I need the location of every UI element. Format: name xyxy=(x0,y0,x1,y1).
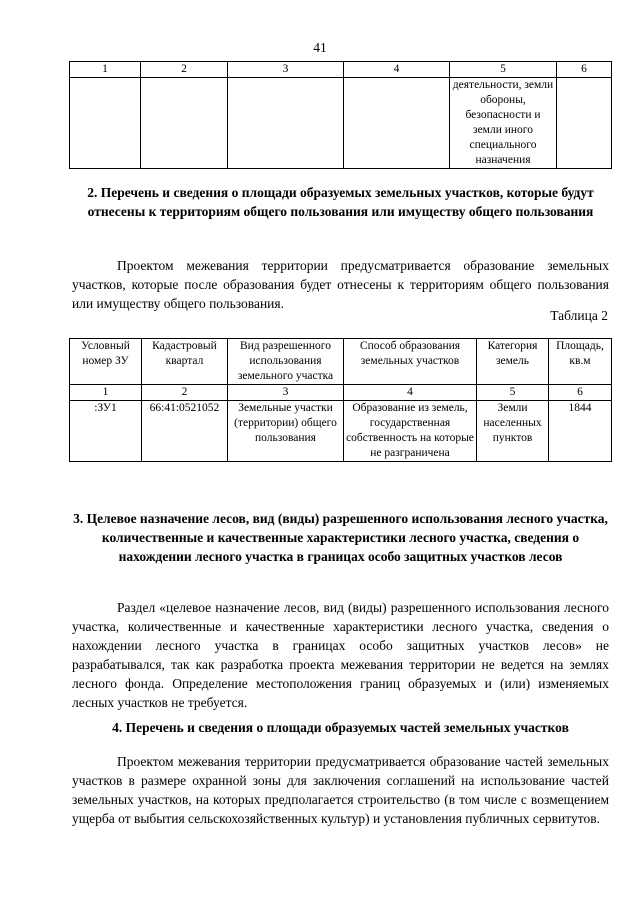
table-header-cell: Категория земель xyxy=(477,339,549,385)
section-4-paragraph xyxy=(72,752,609,828)
table-cell: 3 xyxy=(228,385,344,401)
section-3-heading: 3. Целевое назначение лесов, вид (виды) разрешенного использования лесного участка, количественные и качественные характеристики лесного участка, сведения о нахождении лесного участка в границах особо защитных участков лесов xyxy=(73,511,608,564)
table-header-cell: Способ образования земельных участков xyxy=(344,339,477,385)
table-cell xyxy=(141,78,228,169)
section-3-paragraph xyxy=(72,598,609,712)
table-cell: :ЗУ1 xyxy=(70,401,142,462)
table-cell: Земельные участки (территории) общего пользования xyxy=(228,401,344,462)
table-row xyxy=(70,401,612,462)
table-header-row xyxy=(70,339,612,385)
table-header-row xyxy=(70,62,612,78)
table-number-row xyxy=(70,385,612,401)
table-cell: 2 xyxy=(142,385,228,401)
table-cell: 4 xyxy=(344,385,477,401)
section-2-heading: 2. Перечень и сведения о площади образуемых земельных участков, которые будут отнесены к территориям общего пользования или имуществу общего пользования xyxy=(87,185,594,219)
section-4-text: Проектом межевания территории предусматривается образование частей земельных участков в размере охранной зоны для заключения соглашений на использование частей земельных участков, на которых предполагается строительство (в том числе с возмещением ущерба от выбытия сельскохозяйственных культур) и установления публичных сервитутов. xyxy=(72,754,609,826)
table-cell: Земли населенных пунктов xyxy=(477,401,549,462)
table-header-cell: Кадастровый квартал xyxy=(142,339,228,385)
section-4-heading: 4. Перечень и сведения о площади образуемых частей земельных участков xyxy=(112,720,569,735)
table-header-cell: Условный номер ЗУ xyxy=(70,339,142,385)
table-cell: 1 xyxy=(70,62,141,78)
section-3-text: Раздел «целевое назначение лесов, вид (виды) разрешенного использования лесного участка, количественные и качественные характеристики лесного участка, сведения о нахождении лесного участка в границах особо защитных участков лесов» не разрабатывался, так как разработка проекта межевания территории не ведется на землях лесного фонда. Определение местоположения границ образуемых и (или) изменяемых лесных участков не требуется. xyxy=(72,600,609,710)
table-cell: Образование из земель, государственная собственность на которые не разграничена xyxy=(344,401,477,462)
table-caption: Таблица 2 xyxy=(550,308,608,323)
section-2-paragraph xyxy=(72,256,609,313)
land-plots-table xyxy=(69,338,612,462)
page-number: 41 xyxy=(313,40,327,55)
table-cell: 5 xyxy=(450,62,557,78)
table-cell: 4 xyxy=(344,62,450,78)
table-cell: 1 xyxy=(70,385,142,401)
table-cell: 3 xyxy=(228,62,344,78)
table-cell: 5 xyxy=(477,385,549,401)
table-cell: 1844 xyxy=(549,401,612,462)
table-cell: 6 xyxy=(557,62,612,78)
table-cell xyxy=(344,78,450,169)
table-cell: деятельности, земли обороны, безопасности и земли иного специального назначения xyxy=(450,78,557,169)
table-cell: 2 xyxy=(141,62,228,78)
table-cell xyxy=(557,78,612,169)
table-header-cell: Вид разрешенного использования земельного участка xyxy=(228,339,344,385)
table-cell: 6 xyxy=(549,385,612,401)
table-cell xyxy=(228,78,344,169)
table-header-cell: Площадь, кв.м xyxy=(549,339,612,385)
table-continuation xyxy=(69,61,612,169)
table-cell: 66:41:0521052 xyxy=(142,401,228,462)
section-2-text: Проектом межевания территории предусматривается образование земельных участков, которые после образования будет отнесены к территориям общего пользования или имуществу общего пользования. xyxy=(72,258,609,311)
table-cell xyxy=(70,78,141,169)
table-row xyxy=(70,78,612,169)
